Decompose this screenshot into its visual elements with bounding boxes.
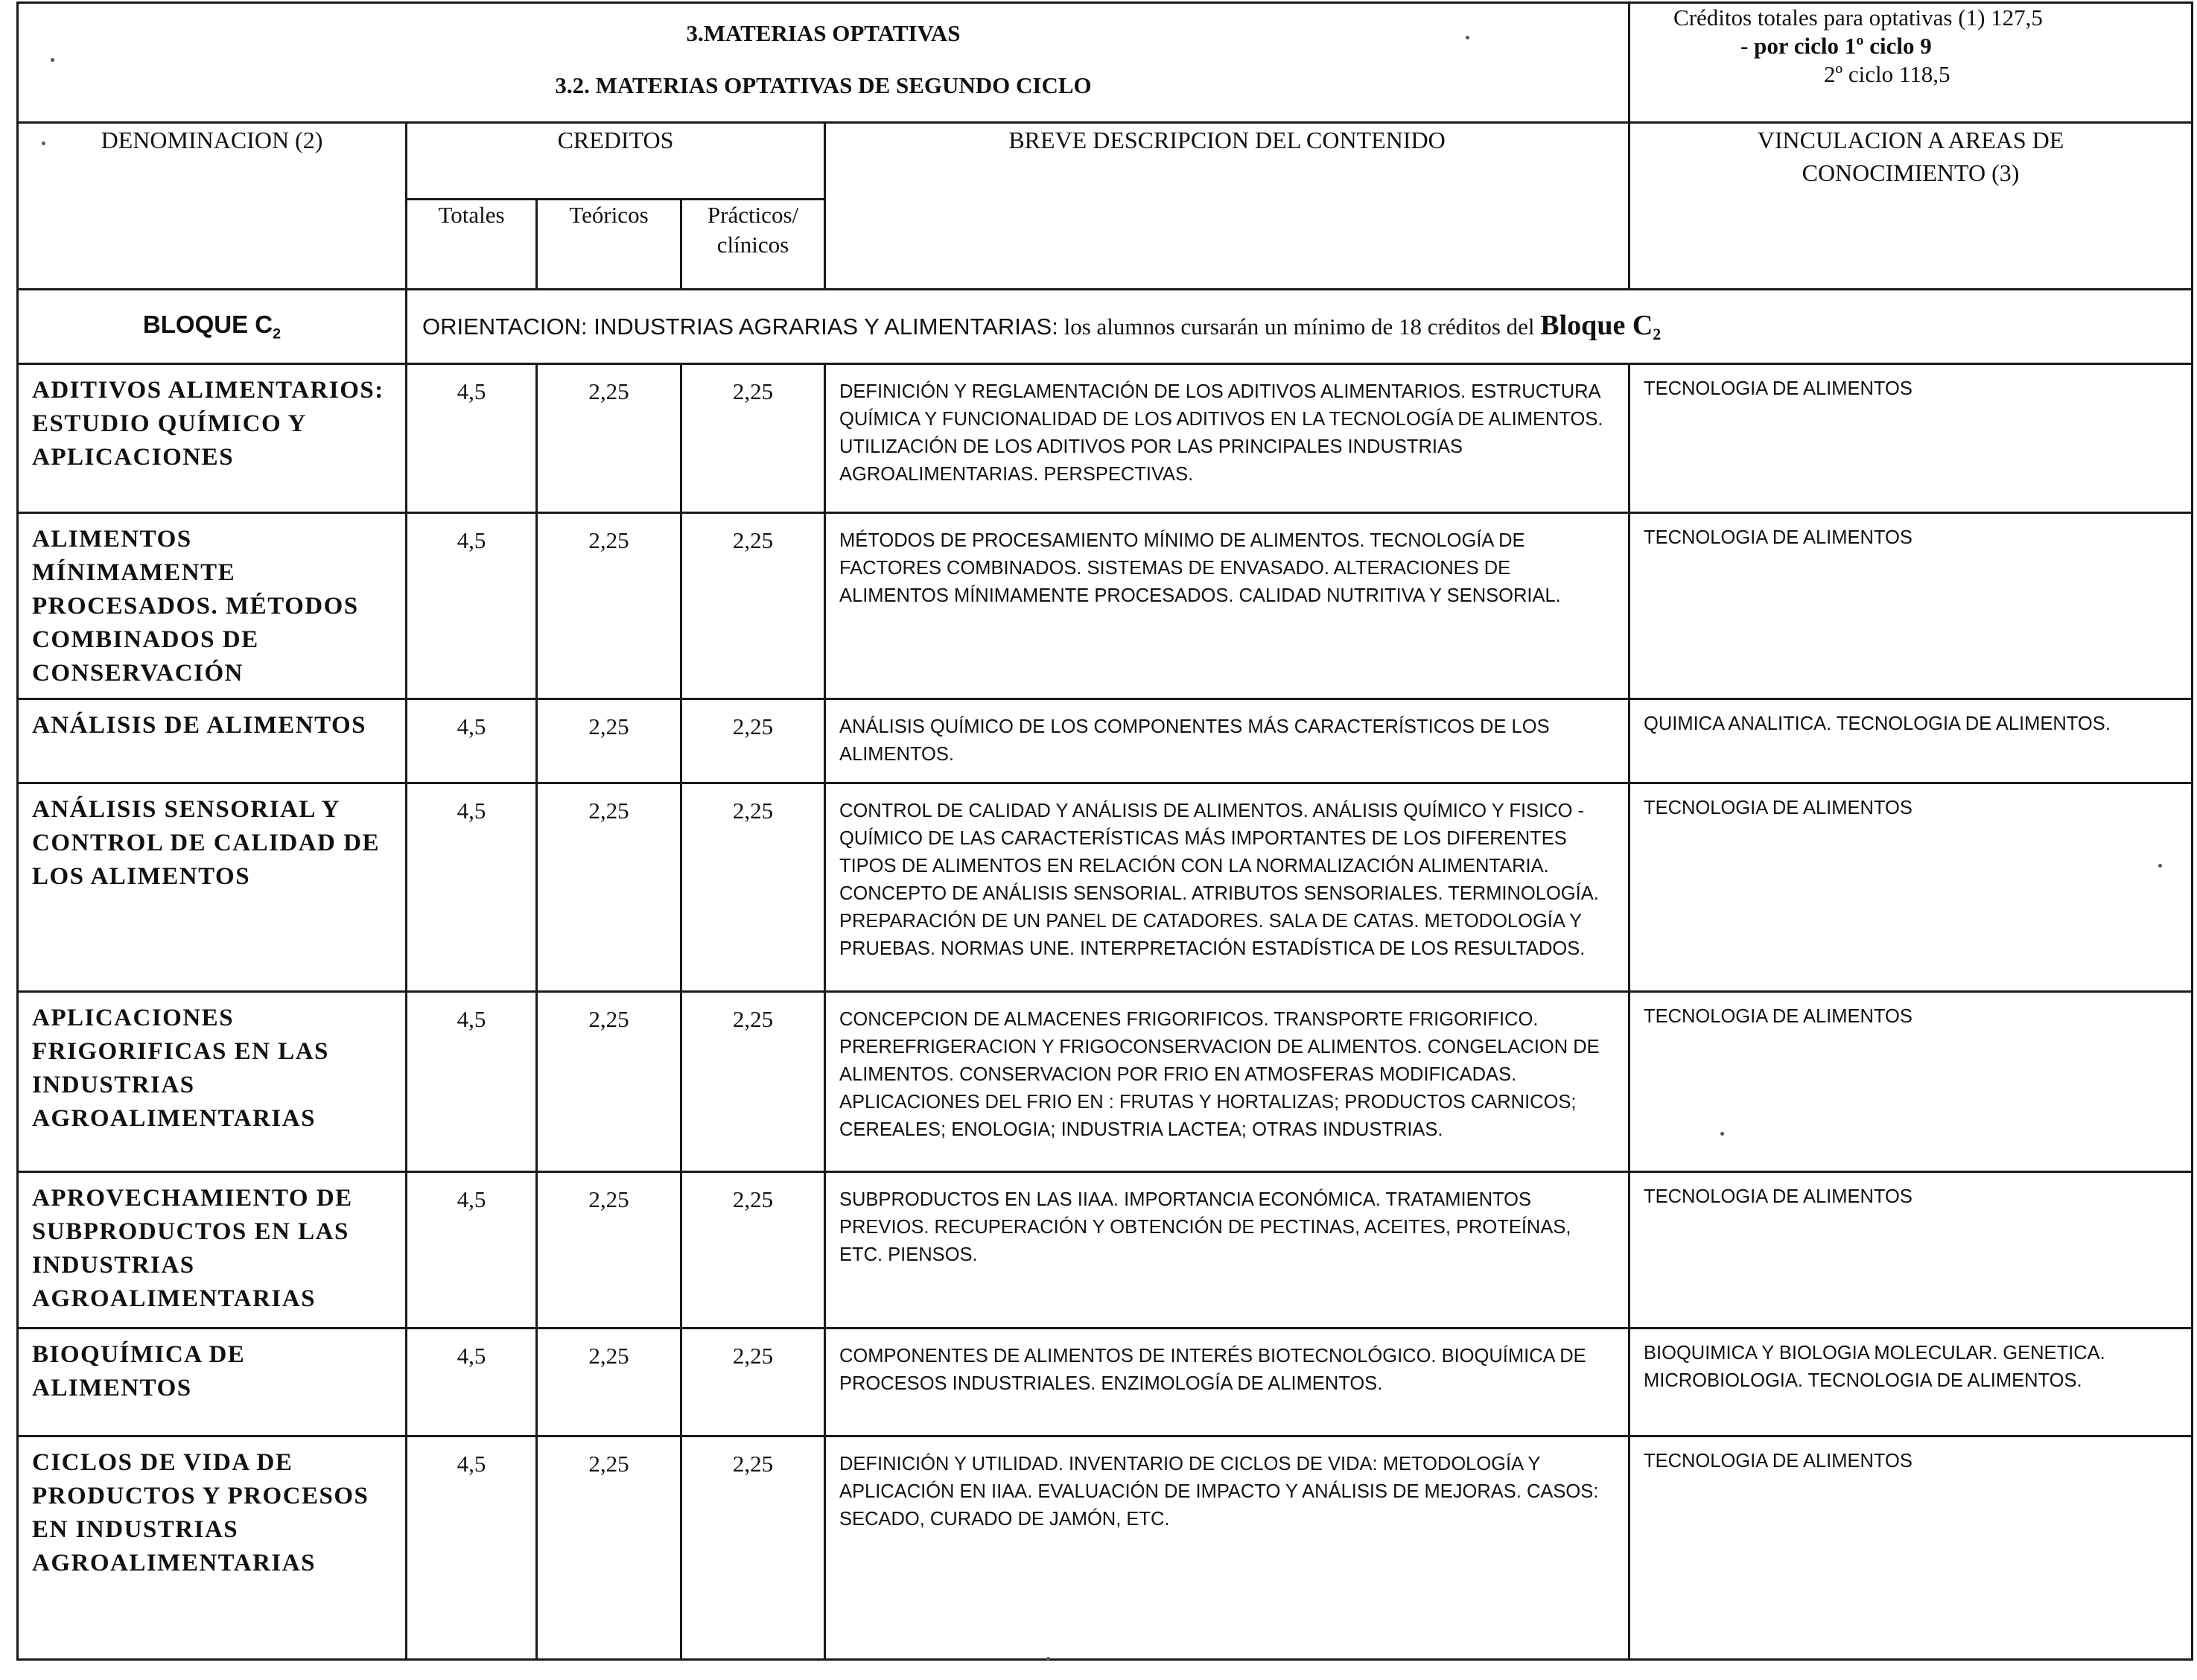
subject-description: ANÁLISIS QUÍMICO DE LOS COMPONENTES MÁS CARACTERÍSTICOS DE LOS ALIMENTOS. <box>825 699 1630 783</box>
subject-name: APROVECHAMIENTO DE SUBPRODUCTOS EN LAS INDUSTRIAS AGROALIMENTARIAS <box>18 1172 407 1329</box>
credits-totales: 4,5 <box>407 1436 537 1660</box>
table-row <box>18 513 2193 699</box>
credits-teoricos: 2,25 <box>537 364 681 513</box>
subject-description: CONTROL DE CALIDAD Y ANÁLISIS DE ALIMENTOS. ANÁLISIS QUÍMICO Y FISICO - QUÍMICO DE LAS CARACTERÍSTICAS MÁS IMPORTANTES DE LOS DIFERENTES TIPOS DE ALIMENTOS EN RELACIÓN CON LA NORMALIZACIÓN ALIMENTARIA. CONCEPTO DE ANÁLISIS SENSORIAL. ATRIBUTOS SENSORIALES. TERMINOLOGÍA. PREPARACIÓN DE UN PANEL DE CATADORES. SALA DE CATAS. METODOLOGÍA Y PRUEBAS. NORMAS UNE. INTERPRETACIÓN ESTADÍSTICA DE LOS RESULTADOS. <box>825 783 1630 992</box>
table-row <box>18 699 2193 783</box>
credits-totales: 4,5 <box>407 513 537 699</box>
col-descripcion: BREVE DESCRIPCION DEL CONTENIDO <box>825 123 1630 290</box>
scan-speck <box>2158 864 2162 868</box>
document-sheet <box>16 1 2191 1661</box>
subject-description: COMPONENTES DE ALIMENTOS DE INTERÉS BIOTECNOLÓGICO. BIOQUÍMICA DE PROCESOS INDUSTRIALES. ENZIMOLOGÍA DE ALIMENTOS. <box>825 1329 1630 1436</box>
credits-practicos: 2,25 <box>681 1436 825 1660</box>
table-row <box>18 364 2193 513</box>
bloque-orientation <box>407 290 2193 364</box>
credits-teoricos: 2,25 <box>537 513 681 699</box>
subject-name: ANÁLISIS SENSORIAL Y CONTROL DE CALIDAD DE LOS ALIMENTOS <box>18 783 407 992</box>
title-cell <box>18 3 1630 123</box>
credits-first-cycle: - por ciclo 1º ciclo 9 <box>1740 33 1932 59</box>
credits-teoricos: 2,25 <box>537 1436 681 1660</box>
col-practicos: Prácticos/ clínicos <box>681 200 825 290</box>
subject-description: CONCEPCION DE ALMACENES FRIGORIFICOS. TRANSPORTE FRIGORIFICO. PREREFRIGERACION Y FRIGOCONSERVACION DE ALIMENTOS. CONGELACION DE ALIMENTOS. CONSERVACION POR FRIO EN ATMOSFERAS MODIFICADAS. APLICACIONES DEL FRIO EN : FRUTAS Y HORTALIZAS; PRODUCTOS CARNICOS; CEREALES; ENOLOGIA; INDUSTRIA LACTEA; OTRAS INDUSTRIAS. <box>825 992 1630 1172</box>
subject-name: ANÁLISIS DE ALIMENTOS <box>18 699 407 783</box>
knowledge-area: TECNOLOGIA DE ALIMENTOS <box>1630 1172 2193 1329</box>
table-row <box>18 1329 2193 1436</box>
knowledge-area: QUIMICA ANALITICA. TECNOLOGIA DE ALIMENTOS. <box>1630 699 2193 783</box>
knowledge-area: TECNOLOGIA DE ALIMENTOS <box>1630 783 2193 992</box>
orientation-bloque-name: Bloque C <box>1540 309 1653 341</box>
subject-name: BIOQUÍMICA DE ALIMENTOS <box>18 1329 407 1436</box>
bloque-label-text: BLOQUE C <box>142 310 273 338</box>
scan-speck <box>1720 1132 1724 1136</box>
credits-second-cycle: 2º ciclo 118,5 <box>1824 61 1950 87</box>
subject-description: DEFINICIÓN Y UTILIDAD. INVENTARIO DE CICLOS DE VIDA: METODOLOGÍA Y APLICACIÓN EN IIAA. EVALUACIÓN DE IMPACTO Y ANÁLISIS DE MEJORAS. CASOS: SECADO, CURADO DE JAMÓN, ETC. <box>825 1436 1630 1660</box>
col-creditos: CREDITOS <box>407 123 825 200</box>
col-teoricos: Teóricos <box>537 200 681 290</box>
col-totales: Totales <box>407 200 537 290</box>
credits-teoricos: 2,25 <box>537 1172 681 1329</box>
credits-totales: 4,5 <box>407 1172 537 1329</box>
scan-speck <box>1466 36 1469 39</box>
subject-name: ALIMENTOS MÍNIMAMENTE PROCESADOS. MÉTODOS COMBINADOS DE CONSERVACIÓN <box>18 513 407 699</box>
document-subtitle: 3.2. MATERIAS OPTATIVAS DE SEGUNDO CICLO <box>555 72 1092 98</box>
scan-speck <box>51 58 54 62</box>
knowledge-area: TECNOLOGIA DE ALIMENTOS <box>1630 513 2193 699</box>
credits-teoricos: 2,25 <box>537 699 681 783</box>
knowledge-area: TECNOLOGIA DE ALIMENTOS <box>1630 992 2193 1172</box>
subject-name: ADITIVOS ALIMENTARIOS: ESTUDIO QUÍMICO Y APLICACIONES <box>18 364 407 513</box>
subject-name: APLICACIONES FRIGORIFICAS EN LAS INDUSTRIAS AGROALIMENTARIAS <box>18 992 407 1172</box>
credits-totales: 4,5 <box>407 364 537 513</box>
total-credits: Créditos totales para optativas (1) 127,5 <box>1673 4 2043 31</box>
document-title: 3.MATERIAS OPTATIVAS <box>686 20 961 46</box>
credits-practicos: 2,25 <box>681 1329 825 1436</box>
credits-totales: 4,5 <box>407 1329 537 1436</box>
knowledge-area: TECNOLOGIA DE ALIMENTOS <box>1630 364 2193 513</box>
credits-totales: 4,5 <box>407 699 537 783</box>
optativas-table <box>16 1 2193 1661</box>
orientation-text: los alumnos cursarán un mínimo de 18 créditos del <box>1058 313 1541 340</box>
credits-practicos: 2,25 <box>681 364 825 513</box>
orientation-bloque-subscript: 2 <box>1653 325 1662 344</box>
bloque-label <box>18 290 407 364</box>
scan-speck <box>1046 1657 1050 1661</box>
subject-name: CICLOS DE VIDA DE PRODUCTOS Y PROCESOS EN INDUSTRIAS AGROALIMENTARIAS <box>18 1436 407 1660</box>
credits-teoricos: 2,25 <box>537 1329 681 1436</box>
table-row <box>18 992 2193 1172</box>
credits-practicos: 2,25 <box>681 992 825 1172</box>
credits-teoricos: 2,25 <box>537 992 681 1172</box>
subject-description: SUBPRODUCTOS EN LAS IIAA. IMPORTANCIA ECONÓMICA. TRATAMIENTOS PREVIOS. RECUPERACIÓN Y OBTENCIÓN DE PECTINAS, ACEITES, PROTEÍNAS, ETC. PIENSOS. <box>825 1172 1630 1329</box>
table-row <box>18 1172 2193 1329</box>
bloque-row <box>18 290 2193 364</box>
credits-practicos: 2,25 <box>681 699 825 783</box>
credits-practicos: 2,25 <box>681 783 825 992</box>
credits-teoricos: 2,25 <box>537 783 681 992</box>
subject-description: DEFINICIÓN Y REGLAMENTACIÓN DE LOS ADITIVOS ALIMENTARIOS. ESTRUCTURA QUÍMICA Y FUNCIONALIDAD DE LOS ADITIVOS EN LA TECNOLOGÍA DE ALIMENTOS. UTILIZACIÓN DE LOS ADITIVOS POR LAS PRINCIPALES INDUSTRIAS AGROALIMENTARIAS. PERSPECTIVAS. <box>825 364 1630 513</box>
orientation-lead: ORIENTACION: INDUSTRIAS AGRARIAS Y ALIMENTARIAS: <box>422 313 1058 340</box>
credits-totales: 4,5 <box>407 783 537 992</box>
table-row <box>18 1436 2193 1660</box>
subject-description: MÉTODOS DE PROCESAMIENTO MÍNIMO DE ALIMENTOS. TECNOLOGÍA DE FACTORES COMBINADOS. SISTEMAS DE ENVASADO. ALTERACIONES DE ALIMENTOS MÍNIMAMENTE PROCESADOS. CALIDAD NUTRITIVA Y SENSORIAL. <box>825 513 1630 699</box>
scan-speck <box>42 141 45 145</box>
title-row <box>18 3 2193 123</box>
knowledge-area: TECNOLOGIA DE ALIMENTOS <box>1630 1436 2193 1660</box>
credits-practicos: 2,25 <box>681 1172 825 1329</box>
bloque-label-subscript: 2 <box>273 325 282 343</box>
col-denominacion: DENOMINACION (2) <box>18 123 407 290</box>
table-row <box>18 783 2193 992</box>
column-header-row <box>18 123 2193 200</box>
credits-practicos: 2,25 <box>681 513 825 699</box>
total-credits-cell <box>1630 3 2193 123</box>
col-vinculacion: VINCULACION A AREAS DE CONOCIMIENTO (3) <box>1630 123 2193 290</box>
knowledge-area: BIOQUIMICA Y BIOLOGIA MOLECULAR. GENETICA. MICROBIOLOGIA. TECNOLOGIA DE ALIMENTOS. <box>1630 1329 2193 1436</box>
credits-totales: 4,5 <box>407 992 537 1172</box>
